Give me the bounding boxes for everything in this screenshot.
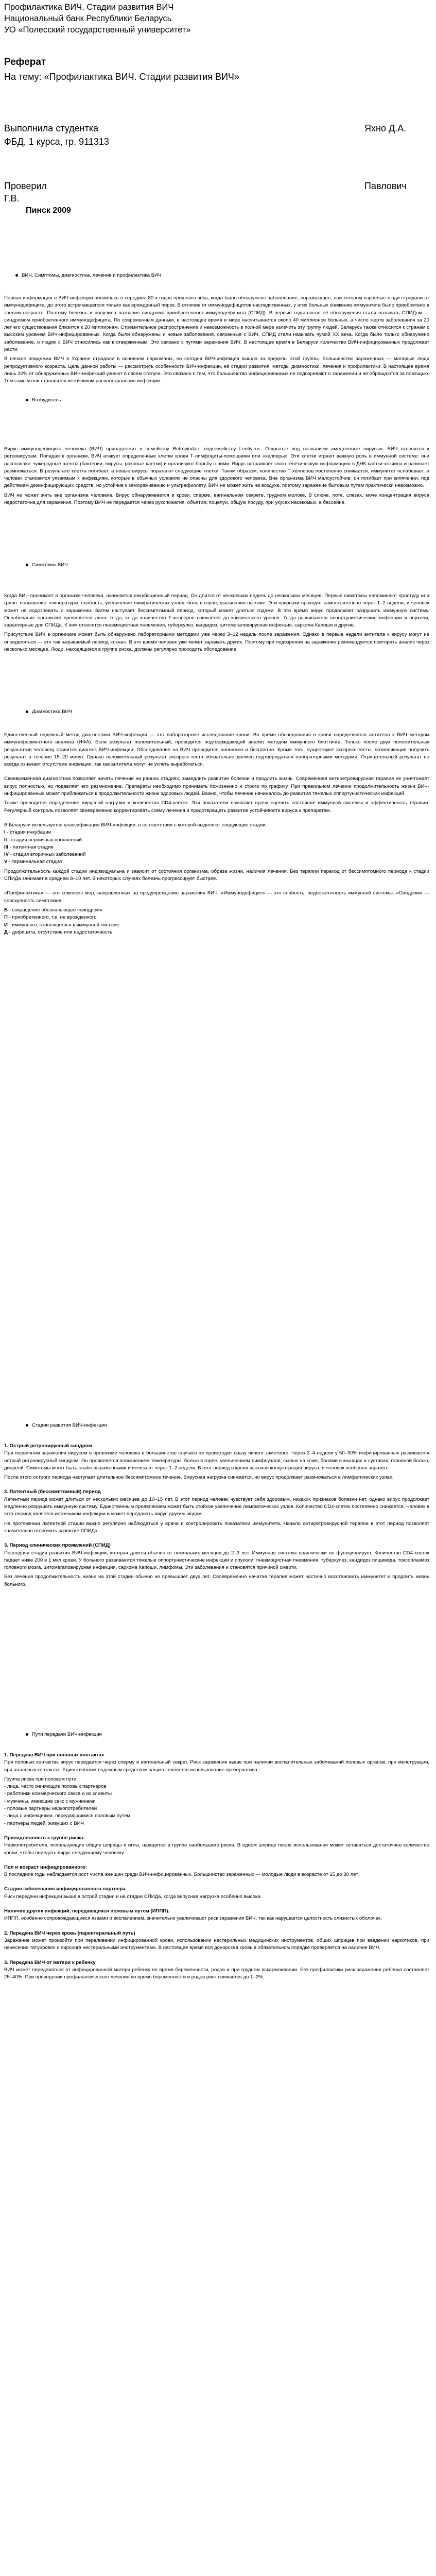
author-role: Выполнила студентка bbox=[4, 123, 99, 133]
diagnostics-section bbox=[4, 732, 429, 936]
place-year: Пинск 2009 bbox=[26, 206, 71, 215]
list-item: I - стадия инкубации bbox=[4, 829, 51, 836]
paragraph: Без лечения продолжительность жизни на этой стадии обычно не превышает двух лет. Своевременно начатая терапия может частично восстановить иммунитет и продлить жизнь больного. bbox=[4, 1574, 429, 1587]
paragraph: В начале эпидемии ВИЧ в Украине страдали в основном наркоманы, но сегодня ВИЧ-инфекция вышла за пределы этой группы. Большинство зараженных — молодые люди репродуктивного возраста. Цель данной работы — рассмотреть особенности ВИЧ-инфекции, её стадии развития, методы диагностики, лечения и профилактики. В настоящее время лишь 20% от обнаруженных ВИЧ-инфекций узнают о своем статусе. Это связано с тем, что большинство инфицированных не подозревают о заражении и не обращаются за помощью. Тем самым они становятся источником распространения инфекции. bbox=[4, 356, 429, 384]
list-item: - лица с инфекциями, передающимися половым путем bbox=[4, 1813, 131, 1819]
list-item: III - латентная стадия bbox=[4, 844, 54, 850]
list-item: П - приобретенного, т.е. не врожденного bbox=[4, 914, 97, 921]
transmission-section bbox=[4, 1752, 429, 1981]
checker-initials: Г.В. bbox=[4, 193, 20, 204]
symptoms-section bbox=[4, 592, 429, 653]
section-heading: Наличие других инфекций, передающихся половым путем (ИППП). bbox=[4, 1908, 170, 1914]
paragraph: Наркопотребители, использующие общие шприцы и иглы, находятся в группе наибольшего риска. В одном шприце после использования может оставаться достаточное количество крови, чтобы передать вирус следующему человеку. bbox=[4, 1842, 429, 1856]
section-heading: Стадия заболевания инфицированного партнера. bbox=[4, 1886, 127, 1892]
paragraph: Заражение может произойти при переливании инфицированной крови, использовании нестерильных медицинских инструментов, общих шприцев при введении наркотиков, при нанесении татуировок и пирсинга нестерильными инструментами. В настоящее время вся донорская кровь в обязательном порядке проверяется на наличие ВИЧ. bbox=[4, 1937, 429, 1951]
paragraph: На протяжении латентной стадии важно регулярно наблюдаться у врача и контролировать показатели иммунитета. Начало антиретровирусной терапии в этот период позволяет значительно отсрочить развитие СПИДа. bbox=[4, 1520, 429, 1534]
list-item: - мужчины, имеющие секс с мужчинами bbox=[4, 1798, 96, 1804]
paragraph: Продолжительность каждой стадии индивидуальна и зависит от состояния организма, образа жизни, наличия лечения. Без терапии переход от бессимптомного периода к стадии СПИДа занимает в среднем 8–10 лет. В некоторых случаях болезнь прогрессирует быстрее. bbox=[4, 868, 429, 882]
paragraph: Также проводится определение вирусной нагрузки и количества CD4-клеток. Эти показатели помогают врачу оценить состояние иммунной системы и эффективность терапии. Регулярный контроль позволяет своевременно корректировать схему лечения и предотвращать развитие устойчивости вируса к препаратам. bbox=[4, 800, 429, 814]
toc-item[interactable]: ВИЧ. Симптомы, диагностика, лечение и профилактика ВИЧ bbox=[15, 272, 161, 279]
list-item: IV - стадия вторичных заболеваний bbox=[4, 852, 86, 858]
intro-section bbox=[4, 295, 429, 385]
section-heading: 1. Острый ретровирусный синдром bbox=[4, 1443, 92, 1449]
paragraph: ИППП, особенно сопровождающиеся язвами и воспалением, значительно увеличивают риск заражения ВИЧ, так как нарушается целостность слизистых оболочек. bbox=[4, 1916, 382, 1922]
list-item: И - иммунного, относящегося к иммунной системе bbox=[4, 922, 120, 928]
list-item: - работники коммерческого секса и их клиенты bbox=[4, 1791, 112, 1797]
section-heading: 2. Передача ВИЧ через кровь (парентеральный путь) bbox=[4, 1930, 135, 1936]
paragraph: Риск передачи инфекции выше в острой стадии и на стадии СПИДа, когда вирусная нагрузка особенно высока. bbox=[4, 1893, 262, 1900]
paragraph: Присутствие ВИЧ в организме может быть обнаружено лабораторными методами уже через 3–12 недель после заражения. Однако в первые недели антитела к вирусу могут не определяться — это так называемый период «окна». В это время человек уже может заражать других. Поэтому при подозрении на заражение рекомендуется повторить анализ через несколько месяцев. Люди, находящиеся в группе риска, должны регулярно проходить обследование. bbox=[4, 632, 429, 653]
header-line-2: Национальный банк Республики Беларусь bbox=[4, 14, 172, 23]
section-heading: 3. Передача ВИЧ от матери к ребенку bbox=[4, 1959, 96, 1965]
toc-item[interactable]: Диагностика ВИЧ bbox=[26, 708, 72, 716]
paragraph: Последняя стадия развития ВИЧ-инфекции, которая длится обычно от нескольких месяцев до 2–3 лет. Иммунная система практически не функционирует. Количество CD4-клеток падает ниже 200 в 1 мкл крови. У больного развиваются тяжелые оппортунистические инфекции и опухоли: пневмоцистная пневмония, туберкулез, кандидоз пищевода, токсоплазмоз головного мозга, цитомегаловирусная инфекция, саркома Капоши, лимфомы. Эти заболевания и становятся причиной смерти. bbox=[4, 1550, 429, 1571]
paragraph: Вирус иммунодефицита человека (ВИЧ) принадлежит к семейству Retroviridae, подсемейству Lentivirus. Открытые под названием «медленные вирусы», ВИЧ относится к ретровирусам. Попадая в организм, ВИЧ атакует определенные клетки крови Т-лимфоциты-помощники или «хелперы». Эти клетки играют важную роль в иммунной системе: они распознают чужеродные агенты (бактерии, вирусы, раковые клетки) и организуют борьбу с ними. Вирус встраивает свою генетическую информацию в ДНК клетки-хозяина и начинает размножаться. В результате клетка погибает, а новые вирусы поражают следующие клетки. Таким образом, количество Т-хелперов постепенно снижается, иммунитет ослабевает, и человек становится уязвимым к инфекциям, которые в обычных условиях не опасны для здорового человека. Вне организма ВИЧ малоустойчив: он погибает при кипячении, под действием дезинфицирующих средств, но устойчив к замораживанию и ультрафиолету. ВИЧ не может жить на воздухе, поэтому заражение бытовым путем практически невозможно. bbox=[4, 446, 429, 489]
doc-topic: На тему: «Профилактика ВИЧ. Стадии развития ВИЧ» bbox=[4, 72, 239, 82]
section-heading: Пол и возраст инфицированного: bbox=[4, 1864, 87, 1870]
stages-section bbox=[4, 1443, 429, 1588]
paragraph: Группа риска при половом пути: bbox=[4, 1776, 78, 1782]
paragraph: Первая информация о ВИЧ-инфекции появилась в середине 80-х годов прошлого века, когда было обнаружено заболевание, поражающее, при котором взрослые люди страдали от иммунодефицита, до этого встречавшегося только как врожденный порок. В отличие от иммунодефицитов наследственных, у этих больных снижение иммунитета было приобретено в зрелом возрасте. Поэтому болезнь и получила название синдрома приобретенного иммунодефицита (СПИД). В первые годы после её обнаружения стали называть СПИДом — синдромом приобретенного иммунодефицита. По современным данным, в настоящее время в мире насчитывается около 40 миллионов больных, а число жертв заболевания за 20 лет его существования близится к 20 миллионам. Стремительное распространение и невозможность в полной мере излечить эту группу людей. Беларусь также относится к странам с высоким уровнем ВИЧ-инфицированных. Когда были обнаружены и новые заболевания, связанные с ВИЧ, СПИД стали называть чумой XX века. Когда было только обнаружено заболевание, о людях с ВИЧ относились как к отверженным. Это связано с путями заражения ВИЧ. В настоящее время в Беларуси количество ВИЧ-инфицированных продолжает расти. bbox=[4, 295, 429, 353]
header-line-3: УО «Полесский государственный университет» bbox=[4, 25, 191, 35]
paragraph: При половых контактах вирус передается через сперму и вагинальный секрет. Риск заражения выше при наличии воспалительных заболеваний половых органов, при менструации, при анальных контактах. Единственным надежным средством защиты является использование презерватива. bbox=[4, 1759, 429, 1773]
paragraph: Единственный надежный метод диагностики ВИЧ-инфекции — это лабораторное исследование крови. Во время обследования в крови определяются антитела к ВИЧ методом иммуноферментного анализа (ИФА). Если результат положительный, проводится подтверждающий анализ методом иммунного блоттинга. Только после двух положительных результатов человеку ставится диагноз ВИЧ-инфекции. Обследование на ВИЧ проводится анонимно и бесплатно. Кроме того, существуют экспресс-тесты, позволяющие получить результат в течение 15–20 минут. Однако положительный результат экспресс-теста обязательно должен подтверждаться лабораторными методами. Отрицательный результат не всегда означает отсутствие инфекции, так как антитела могут не успеть выработаться. bbox=[4, 732, 429, 768]
checker-role: Проверил bbox=[4, 181, 47, 191]
definition-list bbox=[4, 907, 429, 936]
list-item: - лица, часто меняющие половых партнеров bbox=[4, 1784, 107, 1790]
stage-list bbox=[4, 829, 429, 866]
header-line-1: Профилактика ВИЧ. Стадии развития ВИЧ bbox=[4, 3, 174, 12]
list-item: - партнеры людей, живущих с ВИЧ bbox=[4, 1820, 84, 1826]
list-item: II - стадия первичных проявлений bbox=[4, 837, 82, 843]
list-item: - половые партнеры наркопотребителей bbox=[4, 1806, 97, 1812]
bullet-icon bbox=[26, 564, 28, 566]
paragraph: В последние годы наблюдается рост числа женщин среди ВИЧ-инфицированных. Большинство зараженных — молодые люди в возрасте от 15 до 30 лет. bbox=[4, 1872, 359, 1878]
author-name: Яхно Д.А. bbox=[364, 123, 407, 133]
list-item: V - терминальная стадия bbox=[4, 859, 62, 865]
paragraph: ВИЧ может передаваться от инфицированной матери ребенку во время беременности, родов и при грудном вскармливании. Без профилактики риск заражения ребенка составляет 25–40%. При проведении профилактического лечения во время беременности и родов риск снижается до 1–2%. bbox=[4, 1967, 429, 1980]
agent-section bbox=[4, 446, 429, 506]
paragraph: ВИЧ не может жить вне организма человека. Вирус обнаруживается в крови, сперме, вагинальном секрете, грудном молоке. В слюне, поте, слезах, моче концентрация вируса недостаточна для заражения. Поэтому ВИЧ не передается через рукопожатия, объятия, поцелуи, общую посуду, при укусах насекомых, в бассейне. bbox=[4, 492, 429, 506]
section-heading: Принадлежность к группе риска. bbox=[4, 1835, 84, 1841]
bullet-icon bbox=[26, 1424, 28, 1427]
checker-name: Павлович bbox=[364, 181, 407, 191]
bullet-icon bbox=[26, 399, 28, 401]
section-bullet[interactable]: Стадии развития ВИЧ-инфекции bbox=[26, 1422, 107, 1429]
section-heading: 3. Период клинических проявлений (СПИД) bbox=[4, 1543, 111, 1549]
paragraph: Своевременная диагностика позволяет начать лечение на ранних стадиях, замедлить развитие болезни и продлить жизнь. Современная антиретровирусная терапия не уничтожает вирус полностью, но подавляет его размножение. Препараты необходимо принимать пожизненно и строго по графику. При правильном лечении продолжительность жизни ВИЧ-инфицированных может приближаться к продолжительности жизни здоровых людей. Важно, чтобы лечение начиналось до развития тяжелых оппортунистических инфекций. bbox=[4, 776, 429, 797]
author-group: ФБД, 1 курса, гр. 911313 bbox=[4, 137, 109, 147]
paragraph: При первичном заражении вирусом в организме человека в большинстве случаев не происходит сразу ничего заметного. Через 2–4 недели у 50–90% инфицированных развивается острый ретровирусный синдром. Он проявляется повышением температуры, болью в горле, увеличением лимфоузлов, сыпью на коже, болями в мышцах и суставах, головной болью, диареей. Симптомы могут быть слабо выраженными и исчезают через 1–2 недели. В этот период в крови высокая концентрация вируса, и человек особенно заразен. bbox=[4, 1450, 429, 1471]
paragraph: Латентный период может длиться от нескольких месяцев до 10–15 лет. В этот период человек чувствует себя здоровым, никаких признаков болезни нет, однако вирус продолжает медленно разрушать иммунную систему. Единственным проявлением может быть стойкое увеличение лимфатических узлов. Количество CD4-клеток постепенно снижается. Человек в этот период является источником инфекции и может передавать вирус другим людям. bbox=[4, 1496, 429, 1517]
paragraph: «Профилактика» — это комплекс мер, направленных на предупреждение заражения ВИЧ. «Иммунодефицит» — это слабость, недостаточность иммунной системы. «Синдром» — совокупность симптомов. bbox=[4, 890, 429, 904]
paragraph: Когда ВИЧ проникает в организм человека, начинается инкубационный период. Он длится от нескольких недель до нескольких месяцев. Первые симптомы напоминают простуду или грипп: повышение температуры, слабость, увеличение лимфатических узлов, боль в горле, высыпания на коже. Эти признаки проходят самостоятельно через 1–2 недели, и человек может не подозревать о заражении. Затем наступает бессимптомный период, который может длиться годами. В это время вирус продолжает разрушать иммунную систему. Ослабевание организма проявляется лишь тогда, когда количество Т-хелперов снижается до критического уровня. Тогда развиваются оппортунистические инфекции и опухоли, характерные для СПИДа. К ним относятся пневмоцистная пневмония, туберкулез, кандидоз, цитомегаловирусная инфекция, саркома Капоши и другие. bbox=[4, 593, 429, 629]
section-heading: 1. Передача ВИЧ при половых контактах bbox=[4, 1752, 104, 1758]
section-heading: 2. Латентный (бессимптомный) период bbox=[4, 1489, 101, 1495]
list-item: Б - сокращение обозначающее «синдром» bbox=[4, 907, 102, 913]
toc-item[interactable]: Возбудитель bbox=[26, 397, 61, 404]
toc-item[interactable]: Симптомы ВИЧ bbox=[26, 562, 68, 569]
list-item: Д - дефицита, отсутствие или недостаточность bbox=[4, 929, 113, 935]
paragraph: В Беларуси используется классификация ВИЧ-инфекции, в соответствии с которой выделяют следующие стадии: bbox=[4, 822, 267, 828]
bullet-icon bbox=[26, 710, 28, 713]
bullet-icon bbox=[15, 274, 18, 277]
bullet-icon bbox=[26, 1733, 28, 1736]
doc-kind: Реферат bbox=[4, 57, 46, 67]
section-bullet[interactable]: Пути передачи ВИЧ-инфекции bbox=[26, 1731, 102, 1738]
paragraph: После этого острого периода наступает длительное бессимптомное течение. Вирусная нагрузка снижается, но вирус продолжает размножаться в лимфатических узлах. bbox=[4, 1475, 394, 1481]
